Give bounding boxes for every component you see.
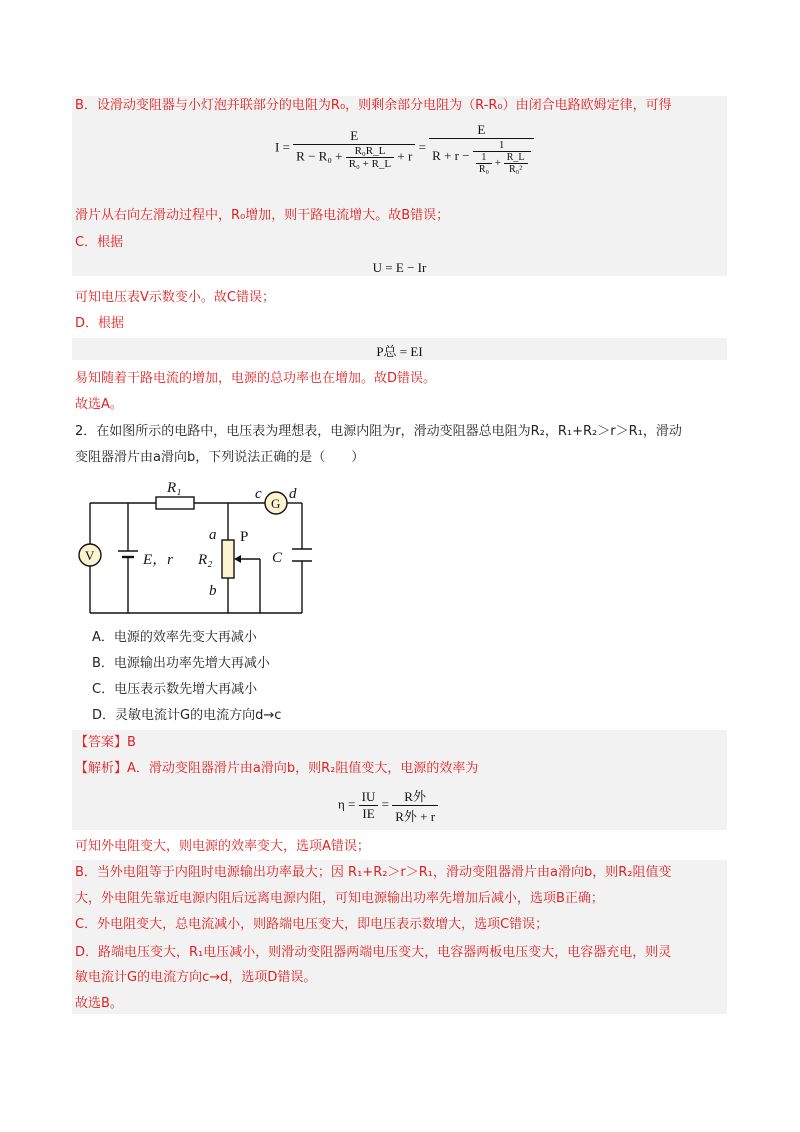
- prev-d-conclusion: 易知随着干路电流的增加，电源的总功率也在增加。故D错误。: [75, 371, 437, 386]
- label-node-a: a: [209, 527, 217, 543]
- analysis-a-conclusion: 可知外电阻变大，则电源的效率变大，选项A错误；: [75, 839, 370, 854]
- option-a: A．电源的效率先变大再减小: [92, 630, 257, 645]
- formula-power: P总 = EI: [376, 344, 423, 359]
- label-node-d: d: [289, 486, 297, 502]
- prev-d-label: D．根据: [75, 316, 125, 331]
- question-line1: 2．在如图所示的电路中，电压表为理想表，电源内阻为r，滑动变阻器总电阻为R₂，R₁+R₂＞r＞R₁，滑动: [75, 424, 682, 439]
- label-r1: R₁: [167, 480, 182, 496]
- analysis-choose: 故选B。: [75, 996, 123, 1011]
- analysis-b-line2: 大，外电阻先靠近电源内阻后远离电源内阻，可知电源输出功率先增加后减小，选项B正确；: [75, 891, 604, 906]
- label-r2: R₂: [198, 552, 213, 568]
- circuit-diagram: [70, 475, 330, 620]
- prev-b-line1: B．设滑动变阻器与小灯泡并联部分的电阻为R₀，则剩余部分电阻为（R-R₀）由闭合电路欧姆定律，可得: [75, 98, 672, 113]
- analysis-c-line: C．外电阻变大，总电流减小，则路端电压变大，即电压表示数增大，选项C错误；: [75, 917, 549, 932]
- formula-efficiency: η = $\frac{IU}{IE}$ = $\frac{\text{R外}}{\text{R外 + r}}$: [338, 786, 438, 825]
- rheostat-r2: [222, 540, 234, 578]
- label-cap: C: [272, 550, 283, 566]
- option-b: B．电源输出功率先增大再减小: [92, 656, 270, 671]
- label-node-b: b: [209, 583, 217, 599]
- analysis-d-line2: 敏电流计G的电流方向c→d，选项D错误。: [75, 970, 317, 985]
- label-v: V: [85, 548, 95, 563]
- question-line2: 变阻器滑片由a滑向b，下列说法正确的是（ ）: [75, 450, 365, 465]
- analysis-d-line1: D．路端电压变大，R₁电压减小，则滑动变阻器两端电压变大，电容器两板电压变大，电容器充电，则灵: [75, 945, 672, 960]
- formula-current: I = E R − R₀ + $\frac{\text{R₀R\_L}}{\text{R₀ + R\_L}}$ + r = E R + r − 1 $\frac{1}{\text{R₀}}$ + $\frac{R\_L}{\text{R₀²}}$: [275, 122, 534, 175]
- label-p: P: [240, 529, 249, 545]
- prev-c-label: C．根据: [75, 235, 124, 250]
- prev-b-line2: 滑片从右向左滑动过程中，R₀增加，则干路电流增大。故B错误；: [75, 208, 450, 223]
- option-d: D．灵敏电流计G的电流方向d→c: [92, 708, 282, 723]
- label-source: E，r: [143, 552, 174, 568]
- analysis-a-line: 【解析】A．滑动变阻器滑片由a滑向b，则R₂阻值变大，电源的效率为: [75, 761, 479, 776]
- answer-label: 【答案】B: [75, 735, 136, 750]
- option-c: C．电压表示数先增大再减小: [92, 682, 258, 697]
- slider-arrow-icon: [234, 555, 241, 563]
- label-node-c: c: [255, 486, 262, 502]
- formula-voltage: U = E − Ir: [372, 260, 427, 275]
- prev-choose: 故选A。: [75, 397, 123, 412]
- prev-c-conclusion: 可知电压表V示数变小。故C错误；: [75, 290, 275, 305]
- analysis-b-line1: B．当外电阻等于内阻时电源输出功率最大；因 R₁+R₂＞r＞R₁，滑动变阻器滑片由a滑向b，则R₂阻值变: [75, 865, 672, 880]
- resistor-r1: [156, 497, 194, 509]
- label-g: G: [271, 496, 281, 511]
